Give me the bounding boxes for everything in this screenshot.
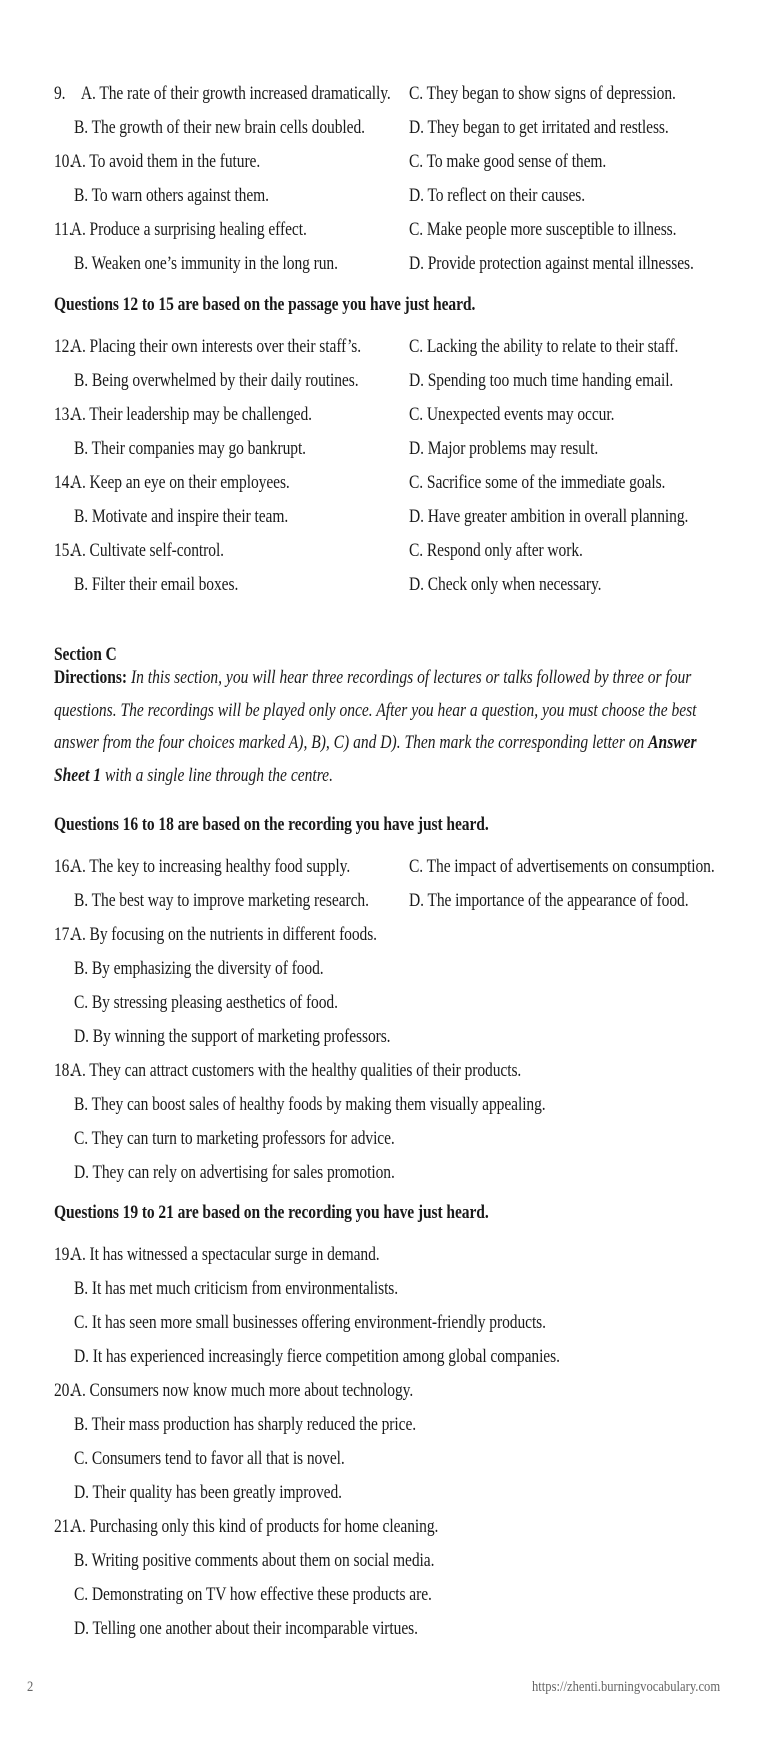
option-d: D. Telling one another about their incomparable virtues. xyxy=(74,1619,418,1639)
question-14 xyxy=(54,472,290,494)
option-d: D. It has experienced increasingly fierce competition among global companies. xyxy=(74,1347,560,1367)
option-d: D. To reflect on their causes. xyxy=(409,186,586,206)
source-url[interactable]: https://zhenti.burningvocabulary.com xyxy=(532,1679,721,1695)
question-number: 18. xyxy=(54,1061,74,1081)
option-b: B. It has met much criticism from environmentalists. xyxy=(74,1279,399,1299)
question-10 xyxy=(54,151,260,173)
option-c: C. They can turn to marketing professors for advice. xyxy=(74,1129,395,1149)
option-d: D. Check only when necessary. xyxy=(409,575,602,595)
section-directions xyxy=(54,662,718,792)
option-a: A. Produce a surprising healing effect. xyxy=(70,220,307,240)
question-17 xyxy=(54,924,377,946)
option-a: A. To avoid them in the future. xyxy=(70,152,261,172)
option-b: B. By emphasizing the diversity of food. xyxy=(74,959,324,979)
option-a: A. Purchasing only this kind of products for home cleaning. xyxy=(70,1517,439,1537)
question-number: 19. xyxy=(54,1245,74,1265)
option-c: C. By stressing pleasing aesthetics of food. xyxy=(74,993,338,1013)
option-c: C. Unexpected events may occur. xyxy=(409,405,615,425)
option-b: B. Motivate and inspire their team. xyxy=(74,507,289,527)
directions-text-end: with a single line through the centre. xyxy=(104,765,333,786)
question-12 xyxy=(54,336,361,358)
option-a: A. Consumers now know much more about technology. xyxy=(70,1381,414,1401)
question-number: 11. xyxy=(54,220,73,240)
option-d: D. They began to get irritated and restless. xyxy=(409,118,669,138)
option-a: A. The rate of their growth increased dramatically. xyxy=(80,84,391,104)
question-group-heading: Questions 19 to 21 are based on the recording you have just heard. xyxy=(54,1203,489,1223)
question-15 xyxy=(54,540,224,562)
question-21 xyxy=(54,1516,438,1538)
option-c: C. Respond only after work. xyxy=(409,541,583,561)
option-c: C. Demonstrating on TV how effective these products are. xyxy=(74,1585,432,1605)
option-c: C. Consumers tend to favor all that is novel. xyxy=(74,1449,345,1469)
question-number: 15. xyxy=(54,541,74,561)
option-c: C. Make people more susceptible to illness. xyxy=(409,220,677,240)
option-b: B. To warn others against them. xyxy=(74,186,269,206)
question-number: 13. xyxy=(54,405,74,425)
option-b: B. Weaken one’s immunity in the long run. xyxy=(74,254,338,274)
option-a: A. Cultivate self-control. xyxy=(70,541,224,561)
option-a: A. Placing their own interests over their staff’s. xyxy=(70,337,362,357)
question-group-heading: Questions 16 to 18 are based on the recording you have just heard. xyxy=(54,815,489,835)
directions-label: Directions: xyxy=(54,668,128,688)
option-b: B. The growth of their new brain cells doubled. xyxy=(74,118,365,138)
question-number: 20. xyxy=(54,1381,74,1401)
option-a: A. The key to increasing healthy food supply. xyxy=(70,857,351,877)
option-d: D. Provide protection against mental illnesses. xyxy=(409,254,694,274)
option-b: B. Being overwhelmed by their daily routines. xyxy=(74,371,359,391)
question-number: 21. xyxy=(54,1517,74,1537)
section-title: Section C xyxy=(54,645,117,665)
question-number: 12. xyxy=(54,337,74,357)
option-d: D. Major problems may result. xyxy=(409,439,599,459)
option-c: C. To make good sense of them. xyxy=(409,152,607,172)
question-16 xyxy=(54,856,350,878)
option-a: A. Keep an eye on their employees. xyxy=(70,473,290,493)
option-b: B. Writing positive comments about them on social media. xyxy=(74,1551,435,1571)
page-number: 2 xyxy=(27,1679,34,1695)
question-number: 10. xyxy=(54,152,74,172)
option-d: D. The importance of the appearance of food. xyxy=(409,891,689,911)
question-9 xyxy=(54,83,391,105)
option-a: A. By focusing on the nutrients in different foods. xyxy=(70,925,377,945)
option-c: C. Sacrifice some of the immediate goals. xyxy=(409,473,666,493)
question-group-heading: Questions 12 to 15 are based on the passage you have just heard. xyxy=(54,295,476,315)
option-d: D. Have greater ambition in overall planning. xyxy=(409,507,689,527)
option-c: C. The impact of advertisements on consumption. xyxy=(409,857,715,877)
option-b: B. Their companies may go bankrupt. xyxy=(74,439,306,459)
option-d: D. Their quality has been greatly improved. xyxy=(74,1483,342,1503)
directions-text: In this section, you will hear three recordings of lectures or talks followed by three or four questions. The recordings will be played only once. After you hear a question, you must choose the best answer from the four choices marked A), B), C) and D). Then mark the corresponding letter on xyxy=(54,668,697,753)
option-c: C. They began to show signs of depression. xyxy=(409,84,676,104)
question-20 xyxy=(54,1380,413,1402)
question-19 xyxy=(54,1244,380,1266)
option-a: A. Their leadership may be challenged. xyxy=(70,405,312,425)
option-d: D. By winning the support of marketing professors. xyxy=(74,1027,391,1047)
answer-sheet-label: Answer Sheet 1 xyxy=(54,733,697,786)
option-b: B. The best way to improve marketing research. xyxy=(74,891,369,911)
option-a: A. It has witnessed a spectacular surge in demand. xyxy=(70,1245,380,1265)
option-d: D. Spending too much time handing email. xyxy=(409,371,674,391)
question-number: 14. xyxy=(54,473,74,493)
option-d: D. They can rely on advertising for sales promotion. xyxy=(74,1163,395,1183)
option-c: C. Lacking the ability to relate to their staff. xyxy=(409,337,679,357)
question-number: 9. xyxy=(54,84,66,104)
option-b: B. They can boost sales of healthy foods by making them visually appealing. xyxy=(74,1095,546,1115)
question-13 xyxy=(54,404,312,426)
option-b: B. Filter their email boxes. xyxy=(74,575,239,595)
question-11 xyxy=(54,219,307,241)
question-number: 17. xyxy=(54,925,74,945)
question-18 xyxy=(54,1060,521,1082)
option-c: C. It has seen more small businesses offering environment-friendly products. xyxy=(74,1313,546,1333)
option-b: B. Their mass production has sharply reduced the price. xyxy=(74,1415,417,1435)
question-number: 16. xyxy=(54,857,74,877)
option-a: A. They can attract customers with the healthy qualities of their products. xyxy=(70,1061,522,1081)
